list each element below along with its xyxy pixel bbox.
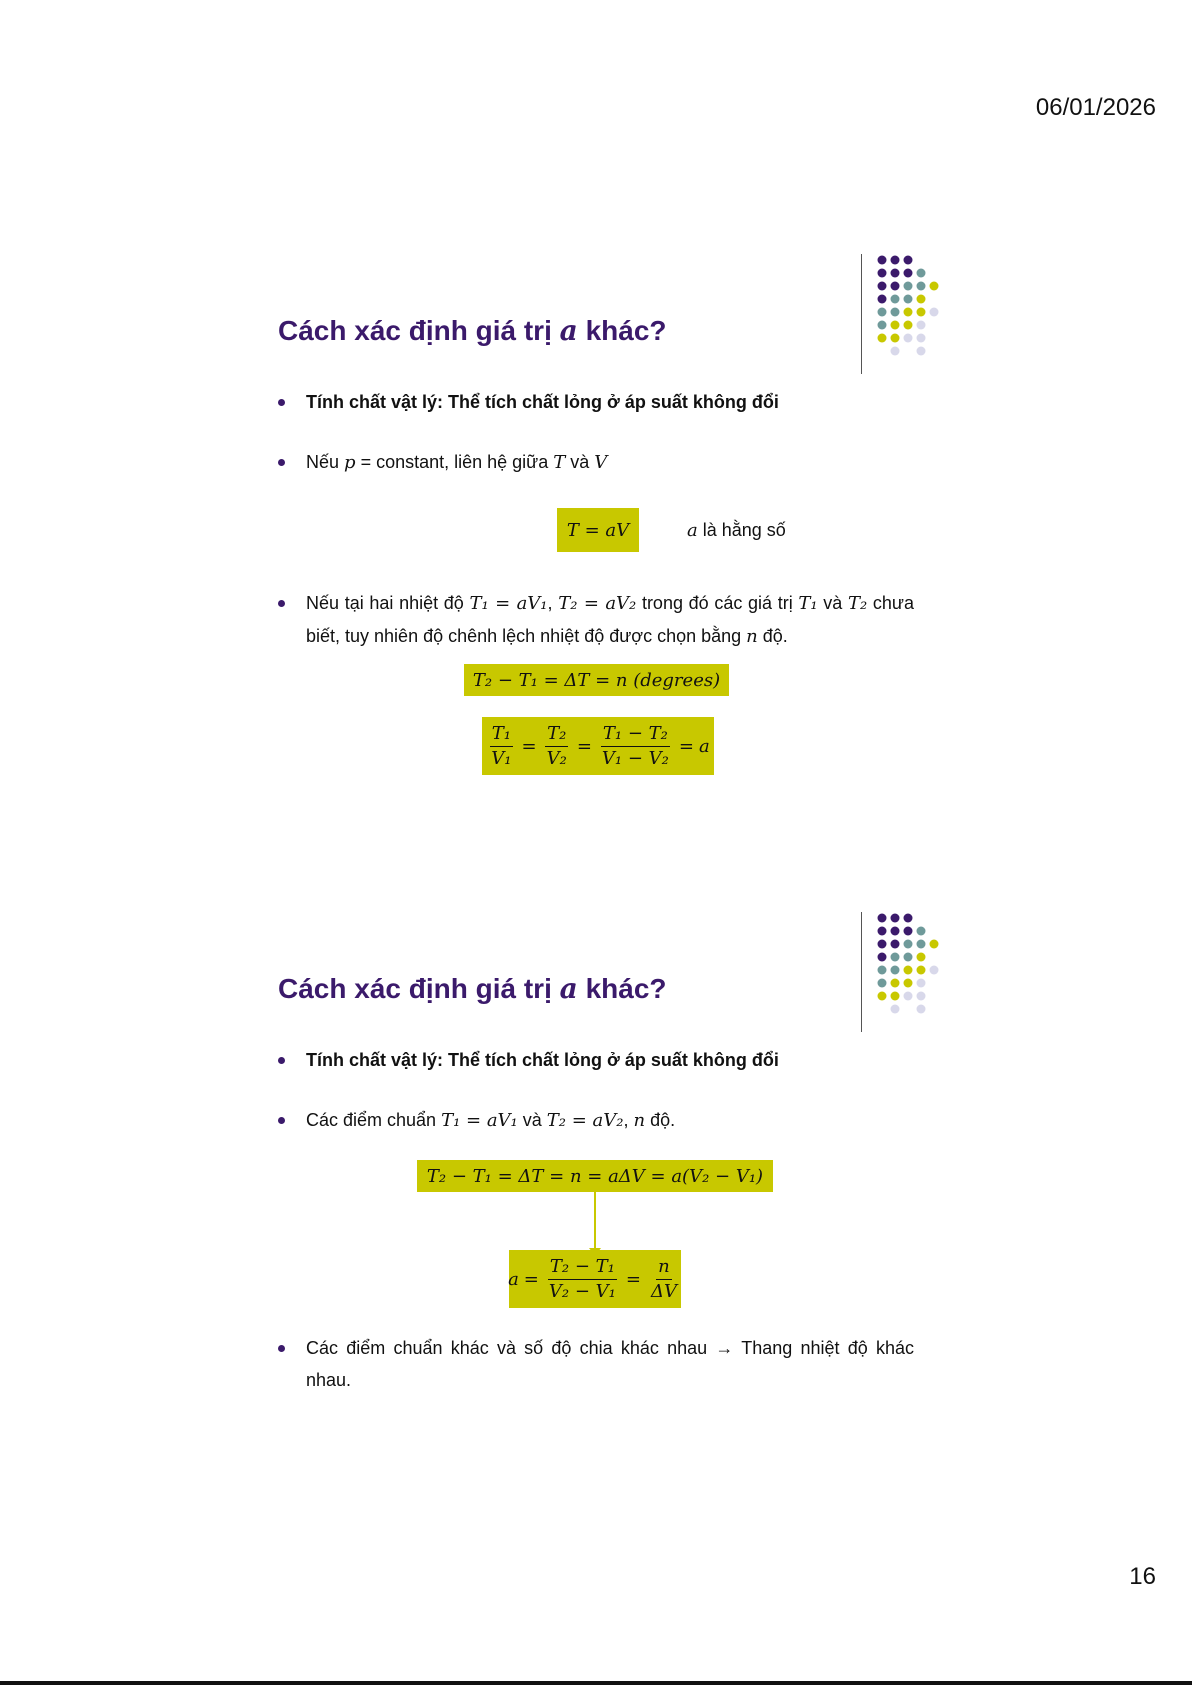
decor-dot xyxy=(891,1005,900,1014)
decor-dot xyxy=(904,334,913,343)
decor-dot xyxy=(917,927,926,936)
bottom-border xyxy=(0,1681,1192,1685)
decor-dots-icon xyxy=(860,254,950,374)
decor-dot xyxy=(904,295,913,304)
decor-dot xyxy=(904,914,913,923)
decor-dot xyxy=(917,282,926,291)
decor-dot xyxy=(904,256,913,265)
bullet-physical-property: Tính chất vật lý: Thể tích chất lỏng ở áp suất không đổi xyxy=(278,1044,914,1076)
decor-dot xyxy=(878,295,887,304)
decor-dot xyxy=(891,914,900,923)
equation-temperature-difference: T₂ − T₁ = ΔT = n (degrees) xyxy=(464,664,729,696)
decor-dot xyxy=(891,295,900,304)
decor-dot xyxy=(878,282,887,291)
decor-dot xyxy=(904,308,913,317)
slide-title: Cách xác định giá trị a khác? xyxy=(278,972,667,1005)
decor-dot xyxy=(917,334,926,343)
decor-dot xyxy=(891,347,900,356)
decor-dot xyxy=(878,256,887,265)
decor-dot xyxy=(891,992,900,1001)
decor-dot xyxy=(930,966,939,975)
decor-dot xyxy=(904,282,913,291)
decor-dot xyxy=(930,940,939,949)
decor-dot xyxy=(917,1005,926,1014)
bullet-different-scales: Các điểm chuẩn khác và số độ chia khác nhau → Thang nhiệt độ khác nhau. xyxy=(278,1332,914,1396)
page-date: 06/01/2026 xyxy=(1035,94,1156,121)
decor-dot xyxy=(930,308,939,317)
decor-dot xyxy=(917,979,926,988)
decor-dot xyxy=(878,321,887,330)
decor-dot xyxy=(891,269,900,278)
decor-dot xyxy=(917,966,926,975)
decor-dot xyxy=(878,914,887,923)
decor-dot xyxy=(917,953,926,962)
decor-dot xyxy=(917,347,926,356)
decor-dot xyxy=(904,321,913,330)
decor-dot xyxy=(917,295,926,304)
decor-dot xyxy=(904,269,913,278)
decor-dots-icon xyxy=(860,912,950,1032)
decor-dot xyxy=(878,979,887,988)
decor-dot xyxy=(904,940,913,949)
decor-dot xyxy=(891,321,900,330)
decor-dot xyxy=(878,269,887,278)
decor-dot xyxy=(904,927,913,936)
decor-dot xyxy=(930,282,939,291)
bullet-two-temperatures: Nếu tại hai nhiệt độ T₁ = aV₁, T₂ = aV₂ trong đó các giá trị T₁ và T₂ chưa biết, tuy nhiên độ chênh lệch nhiệt độ được chọn bằng n độ. xyxy=(278,587,914,653)
decor-dot xyxy=(878,334,887,343)
equation-ratio: $\frac{\text{T₁}}{\text{V₁}}$ = $\frac{\text{T₂}}{\text{V₂}}$ = $\frac{\text{T₁ − T₂}}{\text{V₁ − V₂}}$ = a xyxy=(482,717,714,775)
decor-dot xyxy=(891,953,900,962)
bullet-physical-property: Tính chất vật lý: Thể tích chất lỏng ở áp suất không đổi xyxy=(278,386,914,418)
constant-note: a là hằng số xyxy=(687,520,786,541)
bullet-reference-points: Các điểm chuẩn T₁ = aV₁ và T₂ = aV₂, n độ. xyxy=(278,1104,914,1137)
decor-dot xyxy=(917,992,926,1001)
decor-dot xyxy=(917,308,926,317)
equation-delta-t: T₂ − T₁ = ΔT = n = aΔV = a(V₂ − V₁) xyxy=(417,1160,773,1192)
decor-dot xyxy=(891,334,900,343)
decor-dot xyxy=(878,927,887,936)
decor-dot xyxy=(917,321,926,330)
decor-dot xyxy=(904,979,913,988)
decor-dot xyxy=(904,992,913,1001)
slide-1 xyxy=(0,240,1192,860)
equation-linear: T = aV xyxy=(557,508,639,552)
slide-2 xyxy=(0,898,1192,1518)
equation-a-value: a = $\frac{\text{T₂ − T₁}}{\text{V₂ − V₁}}$ = $\frac{n}{\Delta V}$ xyxy=(509,1250,681,1308)
slide-title: Cách xác định giá trị a khác? xyxy=(278,314,667,347)
decor-dot xyxy=(917,269,926,278)
decor-dot xyxy=(891,256,900,265)
decor-dot xyxy=(891,979,900,988)
page-number: 16 xyxy=(1129,1563,1156,1590)
decor-dot xyxy=(878,966,887,975)
decor-dot xyxy=(891,282,900,291)
decor-dot xyxy=(878,940,887,949)
decor-dot xyxy=(878,308,887,317)
decor-dot xyxy=(878,953,887,962)
decor-dot xyxy=(878,992,887,1001)
decor-dot xyxy=(891,940,900,949)
decor-dot xyxy=(904,953,913,962)
arrow-connector xyxy=(594,1190,596,1250)
decor-dot xyxy=(904,966,913,975)
decor-dot xyxy=(891,308,900,317)
decor-dot xyxy=(891,927,900,936)
decor-dot xyxy=(917,940,926,949)
bullet-constant-pressure: Nếu p = constant, liên hệ giữa T và V xyxy=(278,446,914,479)
decor-dot xyxy=(891,966,900,975)
